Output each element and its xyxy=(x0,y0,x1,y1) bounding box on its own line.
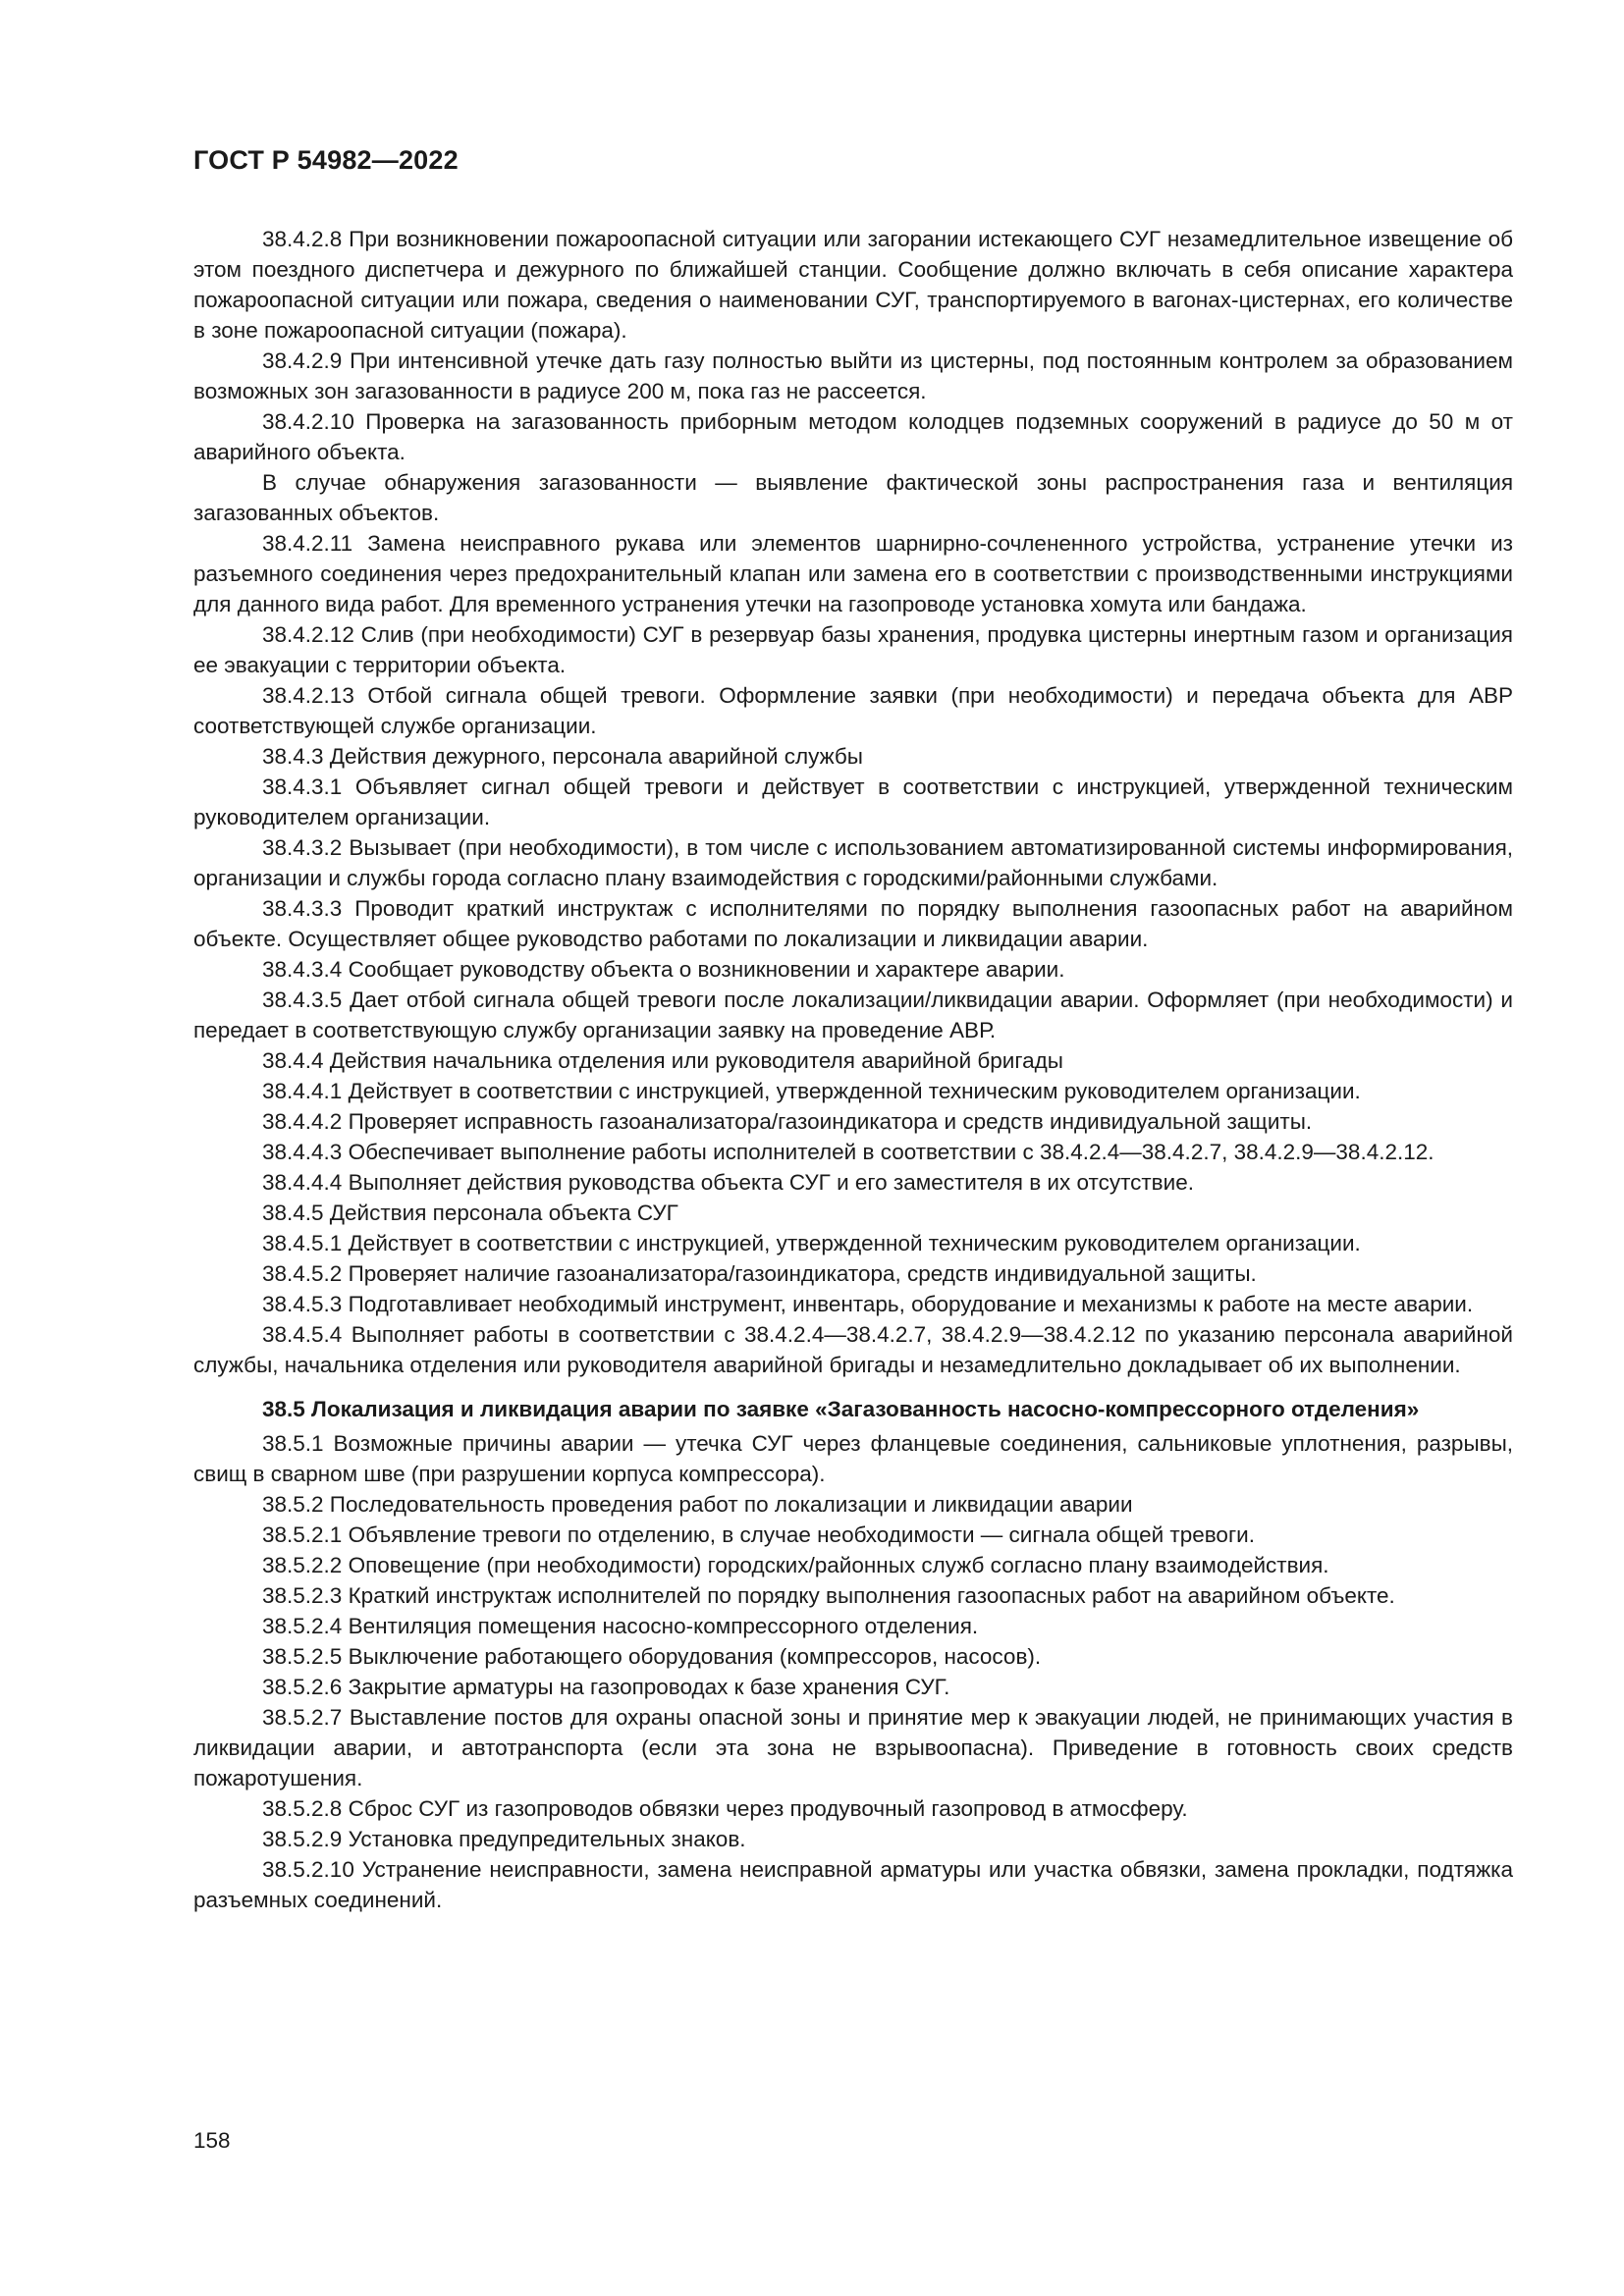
paragraph-38-4-3-4: 38.4.3.4 Сообщает руководству объекта о возникновении и характере аварии. xyxy=(262,957,1065,982)
paragraph-38-4-3-5: 38.4.3.5 Дает отбой сигнала общей тревоги после локализации/ликвидации аварии. Оформляет (при необходимости) и передает в соответствующую службу организации заявку на проведение АВР. xyxy=(193,988,1513,1042)
paragraph-38-4-5-1: 38.4.5.1 Действует в соответствии с инструкцией, утвержденной техническим руководителем организации. xyxy=(262,1231,1361,1255)
paragraph-38-5-2-3: 38.5.2.3 Краткий инструктаж исполнителей по порядку выполнения газоопасных работ на аварийном объекте. xyxy=(262,1583,1395,1608)
paragraph-38-4-3-3: 38.4.3.3 Проводит краткий инструктаж с исполнителями по порядку выполнения газоопасных работ на аварийном объекте. Осуществляет общее руководство работами по локализации и ликвидации аварии. xyxy=(193,896,1513,951)
paragraph-38-5-2: 38.5.2 Последовательность проведения работ по локализации и ликвидации аварии xyxy=(262,1492,1133,1517)
paragraph-38-5-2-9: 38.5.2.9 Установка предупредительных знаков. xyxy=(262,1827,746,1851)
paragraph-gas-detection: В случае обнаружения загазованности — выявление фактической зоны распространения газа и вентиляция загазованных объектов. xyxy=(193,470,1513,525)
paragraph-38-5-2-5: 38.5.2.5 Выключение работающего оборудования (компрессоров, насосов). xyxy=(262,1644,1042,1669)
paragraph-38-5-2-2: 38.5.2.2 Оповещение (при необходимости) городских/районных служб согласно плану взаимодействия. xyxy=(262,1553,1329,1577)
paragraph-38-4-5-4: 38.4.5.4 Выполняет работы в соответствии с 38.4.2.4—38.4.2.7, 38.4.2.9—38.4.2.12 по указанию персонала аварийной службы, начальника отделения или руководителя аварийной бригады и незамедлительно докладывает об их выполнении. xyxy=(193,1322,1513,1377)
paragraph-38-4-2-13: 38.4.2.13 Отбой сигнала общей тревоги. Оформление заявки (при необходимости) и передача объекта для АВР соответствующей службе организации. xyxy=(193,683,1513,738)
standard-header: ГОСТ Р 54982—2022 xyxy=(193,145,459,175)
paragraph-38-5-2-1: 38.5.2.1 Объявление тревоги по отделению, в случае необходимости — сигнала общей тревоги. xyxy=(262,1522,1255,1547)
paragraph-38-4-2-8: 38.4.2.8 При возникновении пожароопасной ситуации или загорании истекающего СУГ незамедлительное извещение об этом поездного диспетчера и дежурного по ближайшей станции. Сообщение должно включать в себя описание характера пожароопасной ситуации или пожара, сведения о наименовании СУГ, транспортируемого в вагонах-цистернах, его количестве в зоне пожароопасной ситуации (пожара). xyxy=(193,227,1513,343)
paragraph-38-4-2-9: 38.4.2.9 При интенсивной утечке дать газу полностью выйти из цистерны, под постоянным контролем за образованием возможных зон загазованности в радиусе 200 м, пока газ не рассеется. xyxy=(193,348,1513,403)
document-body xyxy=(193,224,1513,1915)
paragraph-38-5-2-8: 38.5.2.8 Сброс СУГ из газопроводов обвязки через продувочный газопровод в атмосферу. xyxy=(262,1796,1188,1821)
paragraph-38-5-2-6: 38.5.2.6 Закрытие арматуры на газопроводах к базе хранения СУГ. xyxy=(262,1675,950,1699)
section-heading-38-5: 38.5 Локализация и ликвидация аварии по заявке «Загазованность насосно-компрессорного отделения» xyxy=(262,1397,1420,1421)
paragraph-38-4-2-11: 38.4.2.11 Замена неисправного рукава или элементов шарнирно-сочлененного устройства, устранение утечки из разъемного соединения через предохранительный клапан или замена его в соответствии с производственными инструкциями для данного вида работ. Для временного устранения утечки на газопроводе установка хомута или бандажа. xyxy=(193,531,1513,616)
paragraph-38-5-2-10: 38.5.2.10 Устранение неисправности, замена неисправной арматуры или участка обвязки, замена прокладки, подтяжка разъемных соединений. xyxy=(193,1857,1513,1912)
paragraph-38-4-4-3: 38.4.4.3 Обеспечивает выполнение работы исполнителей в соответствии с 38.4.2.4—38.4.2.7, 38.4.2.9—38.4.2.12. xyxy=(262,1140,1435,1164)
paragraph-38-4-5-2: 38.4.5.2 Проверяет наличие газоанализатора/газоиндикатора, средств индивидуальной защиты. xyxy=(262,1261,1257,1286)
paragraph-38-4-3: 38.4.3 Действия дежурного, персонала аварийной службы xyxy=(262,744,863,769)
paragraph-38-4-2-12: 38.4.2.12 Слив (при необходимости) СУГ в резервуар базы хранения, продувка цистерны инертным газом и организация ее эвакуации с территории объекта. xyxy=(193,622,1513,677)
paragraph-38-4-3-1: 38.4.3.1 Объявляет сигнал общей тревоги и действует в соответствии с инструкцией, утвержденной техническим руководителем организации. xyxy=(193,774,1513,829)
paragraph-38-4-4-2: 38.4.4.2 Проверяет исправность газоанализатора/газоиндикатора и средств индивидуальной защиты. xyxy=(262,1109,1313,1134)
paragraph-38-4-2-10: 38.4.2.10 Проверка на загазованность приборным методом колодцев подземных сооружений в радиусе до 50 м от аварийного объекта. xyxy=(193,409,1513,464)
paragraph-38-5-2-7: 38.5.2.7 Выставление постов для охраны опасной зоны и принятие мер к эвакуации людей, не принимающих участия в ликвидации аварии, и автотранспорта (если эта зона не взрывоопасна). Приведение в готовность своих средств пожаротушения. xyxy=(193,1705,1513,1790)
paragraph-38-5-2-4: 38.5.2.4 Вентиляция помещения насосно-компрессорного отделения. xyxy=(262,1614,979,1638)
paragraph-38-4-5: 38.4.5 Действия персонала объекта СУГ xyxy=(262,1201,678,1225)
paragraph-38-5-1: 38.5.1 Возможные причины аварии — утечка СУГ через фланцевые соединения, сальниковые уплотнения, разрывы, свищ в сварном шве (при разрушении корпуса компрессора). xyxy=(193,1431,1513,1486)
paragraph-38-4-3-2: 38.4.3.2 Вызывает (при необходимости), в том числе с использованием автоматизированной системы информирования, организации и службы города согласно плану взаимодействия с городскими/районными службами. xyxy=(193,835,1513,890)
page-number: 158 xyxy=(193,2128,231,2153)
paragraph-38-4-5-3: 38.4.5.3 Подготавливает необходимый инструмент, инвентарь, оборудование и механизмы к работе на месте аварии. xyxy=(262,1292,1474,1316)
paragraph-38-4-4: 38.4.4 Действия начальника отделения или руководителя аварийной бригады xyxy=(262,1048,1063,1073)
paragraph-38-4-4-4: 38.4.4.4 Выполняет действия руководства объекта СУГ и его заместителя в их отсутствие. xyxy=(262,1170,1194,1195)
paragraph-38-4-4-1: 38.4.4.1 Действует в соответствии с инструкцией, утвержденной техническим руководителем организации. xyxy=(262,1079,1361,1103)
